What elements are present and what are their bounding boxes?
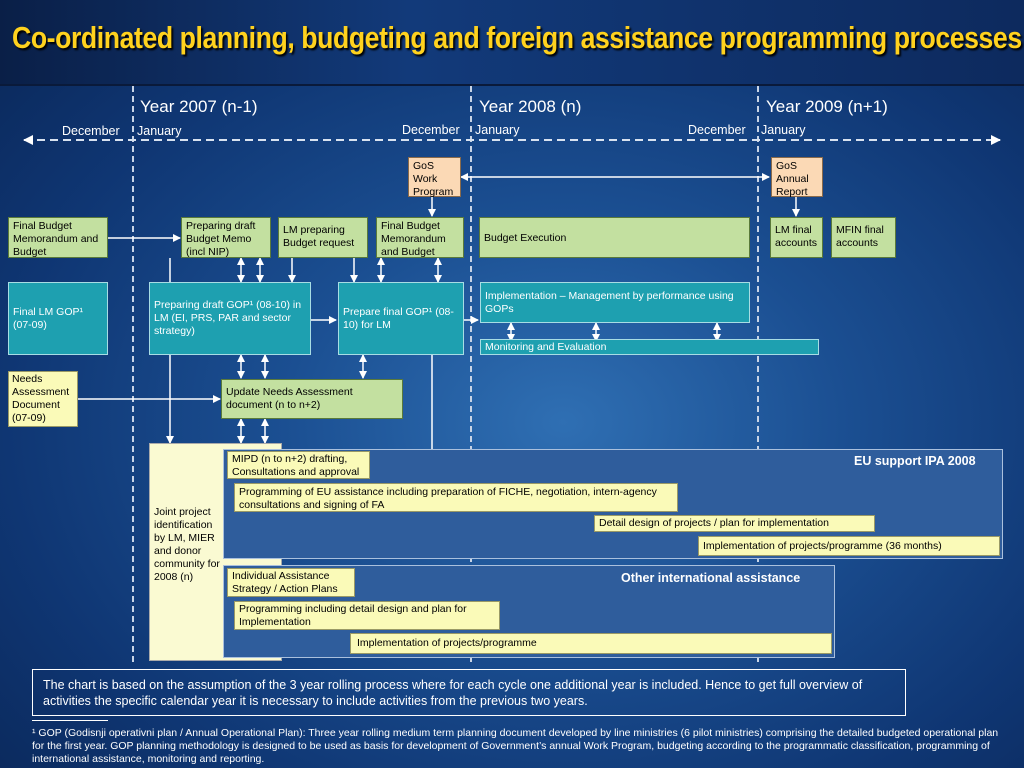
- eu-support-title: EU support IPA 2008: [854, 454, 976, 468]
- mipd-box: MIPD (n to n+2) drafting, Consultations and approval: [227, 451, 370, 479]
- gop-footnote: ¹ GOP (Godisnji operativni plan / Annual Operational Plan): Three year rolling medium term planning document developed by line ministries (6 pilot ministries) comprising the detailed budgeted operational plan for the first year. GOP planning methodology is designed to be used as basis for development of Government’s annual Work Program, budgeting according to the programmatic classification, programming of international assistance, monitoring and reporting.: [32, 727, 999, 765]
- mfin-final-accounts-box: MFIN final accounts: [831, 217, 896, 258]
- page-title: Co-ordinated planning, budgeting and foreign assistance programming processes: [12, 20, 1022, 55]
- footnote-rule: [32, 720, 108, 721]
- gos-work-program-box: GoS Work Program: [408, 157, 461, 197]
- january-label-1: January: [137, 124, 182, 138]
- joint-project-text: Joint project identification by LM, MIER and donor community for 2008 (n): [154, 506, 220, 583]
- assumption-note: The chart is based on the assumption of the 3 year rolling process where for each cycle one additional year is included. Hence to get full overview of activities the specific calendar year it is necessary to include activities from the previous two years.: [32, 669, 906, 716]
- implementation-management-box: Implementation – Management by performance using GOPs: [480, 282, 750, 323]
- other-programming-box: Programming including detail design and plan for Implementation: [234, 601, 500, 630]
- individual-assistance-box: Individual Assistance Strategy / Action Plans: [227, 568, 355, 597]
- january-label-2: January: [475, 123, 520, 137]
- eu-detail-design-box: Detail design of projects / plan for implementation: [594, 515, 875, 532]
- year-2007-label: Year 2007 (n-1): [140, 97, 258, 116]
- needs-assessment-doc-box: Needs Assessment Document (07-09): [8, 371, 78, 427]
- december-label-1: December: [62, 124, 120, 138]
- budget-execution-box: Budget Execution: [479, 217, 750, 258]
- eu-implementation-box: Implementation of projects/programme (36 months): [698, 536, 1000, 556]
- other-implementation-box: Implementation of projects/programme: [350, 633, 832, 654]
- lm-final-accounts-box: LM final accounts: [770, 217, 823, 258]
- year-2009-label: Year 2009 (n+1): [766, 97, 888, 116]
- preparing-draft-budget-box: Preparing draft Budget Memo (incl NIP): [181, 217, 271, 258]
- prepare-final-gop-box: Prepare final GOP¹ (08-10) for LM: [338, 282, 464, 355]
- january-label-3: January: [761, 123, 806, 137]
- eu-programming-box: Programming of EU assistance including preparation of FICHE, negotiation, intern-agency consultations and signing of FA: [234, 483, 678, 512]
- other-assistance-title: Other international assistance: [621, 571, 801, 585]
- update-needs-assessment-box: Update Needs Assessment document (n to n+2): [221, 379, 403, 419]
- final-lm-gop-box: Final LM GOP¹ (07-09): [8, 282, 108, 355]
- final-budget-memo-box-1: Final Budget Memorandum and Budget: [8, 217, 108, 258]
- monitoring-evaluation-box: Monitoring and Evaluation: [480, 339, 819, 355]
- final-budget-memo-box-2: Final Budget Memorandum and Budget: [376, 217, 464, 258]
- december-label-3: December: [688, 123, 746, 137]
- lm-preparing-budget-box: LM preparing Budget request: [278, 217, 368, 258]
- december-label-2: December: [402, 123, 460, 137]
- preparing-draft-gop-box: Preparing draft GOP¹ (08-10) in LM (EI, PRS, PAR and sector strategy): [149, 282, 311, 355]
- gos-annual-report-box: GoS Annual Report: [771, 157, 823, 197]
- year-2008-label: Year 2008 (n): [479, 97, 582, 116]
